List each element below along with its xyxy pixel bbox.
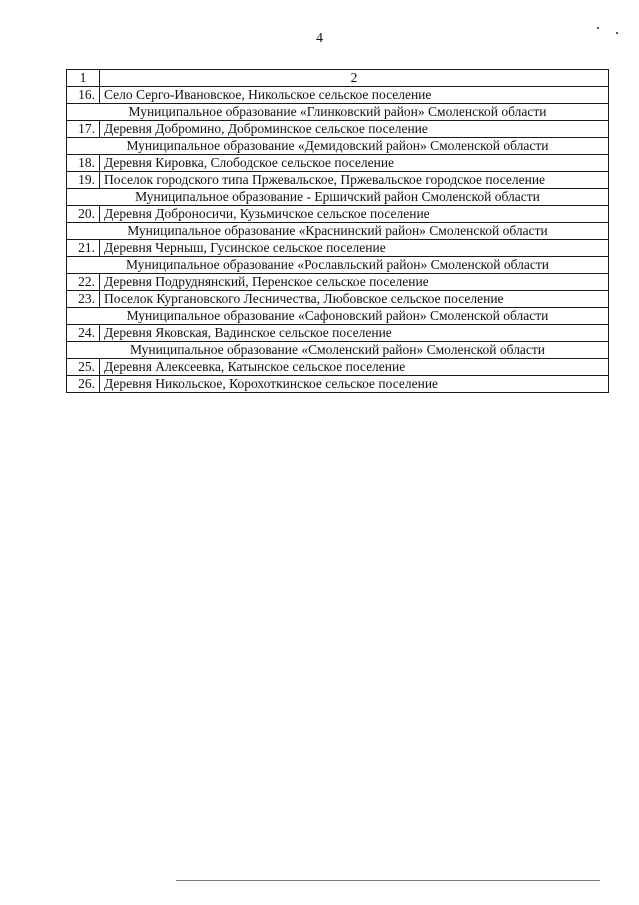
group-header-row [67, 257, 609, 274]
row-number: 26. [67, 376, 100, 393]
table-header-row [67, 70, 609, 87]
row-number: 20. [67, 206, 100, 223]
group-header-row [67, 223, 609, 240]
scan-speck [597, 27, 599, 29]
page-number: 4 [316, 31, 323, 46]
footer-rule [176, 880, 600, 881]
table-row [67, 172, 609, 189]
row-text: Поселок городского типа Пржевальское, Пржевальское городское поселение [100, 172, 609, 189]
row-text: Поселок Кургановского Лесничества, Любовское сельское поселение [100, 291, 609, 308]
table-row [67, 291, 609, 308]
group-header-text: Муниципальное образование «Рославльский район» Смоленской области [67, 257, 609, 274]
group-header-row [67, 189, 609, 206]
row-number: 18. [67, 155, 100, 172]
group-header-text: Муниципальное образование «Краснинский район» Смоленской области [67, 223, 609, 240]
row-number: 21. [67, 240, 100, 257]
group-header-text: Муниципальное образование «Глинковский район» Смоленской области [67, 104, 609, 121]
scan-speck [616, 32, 618, 34]
group-header-row [67, 138, 609, 155]
header-col-2: 2 [100, 70, 609, 87]
settlements-table [66, 69, 609, 393]
table-row [67, 376, 609, 393]
group-header-text: Муниципальное образование «Демидовский район» Смоленской области [67, 138, 609, 155]
row-text: Деревня Кировка, Слободское сельское поселение [100, 155, 609, 172]
table-row [67, 121, 609, 138]
row-number: 16. [67, 87, 100, 104]
table-row [67, 206, 609, 223]
row-number: 22. [67, 274, 100, 291]
header-col-1: 1 [67, 70, 100, 87]
group-header-row [67, 308, 609, 325]
row-text: Село Серго-Ивановское, Никольское сельское поселение [100, 87, 609, 104]
table-row [67, 87, 609, 104]
group-header-text: Муниципальное образование «Сафоновский район» Смоленской области [67, 308, 609, 325]
row-number: 24. [67, 325, 100, 342]
row-text: Деревня Подруднянский, Перенское сельское поселение [100, 274, 609, 291]
table-row [67, 274, 609, 291]
row-text: Деревня Добромино, Доброминское сельское поселение [100, 121, 609, 138]
table-row [67, 240, 609, 257]
group-header-row [67, 342, 609, 359]
table-row [67, 155, 609, 172]
row-text: Деревня Черныш, Гусинское сельское поселение [100, 240, 609, 257]
row-text: Деревня Никольское, Корохоткинское сельское поселение [100, 376, 609, 393]
row-number: 23. [67, 291, 100, 308]
group-header-row [67, 104, 609, 121]
row-number: 17. [67, 121, 100, 138]
group-header-text: Муниципальное образование - Ершичский район Смоленской области [67, 189, 609, 206]
table-row [67, 359, 609, 376]
row-number: 25. [67, 359, 100, 376]
table-body [67, 70, 609, 393]
group-header-text: Муниципальное образование «Смоленский район» Смоленской области [67, 342, 609, 359]
row-text: Деревня Доброносичи, Кузьмичское сельское поселение [100, 206, 609, 223]
row-text: Деревня Яковская, Вадинское сельское поселение [100, 325, 609, 342]
table-row [67, 325, 609, 342]
row-number: 19. [67, 172, 100, 189]
row-text: Деревня Алексеевка, Катынское сельское поселение [100, 359, 609, 376]
